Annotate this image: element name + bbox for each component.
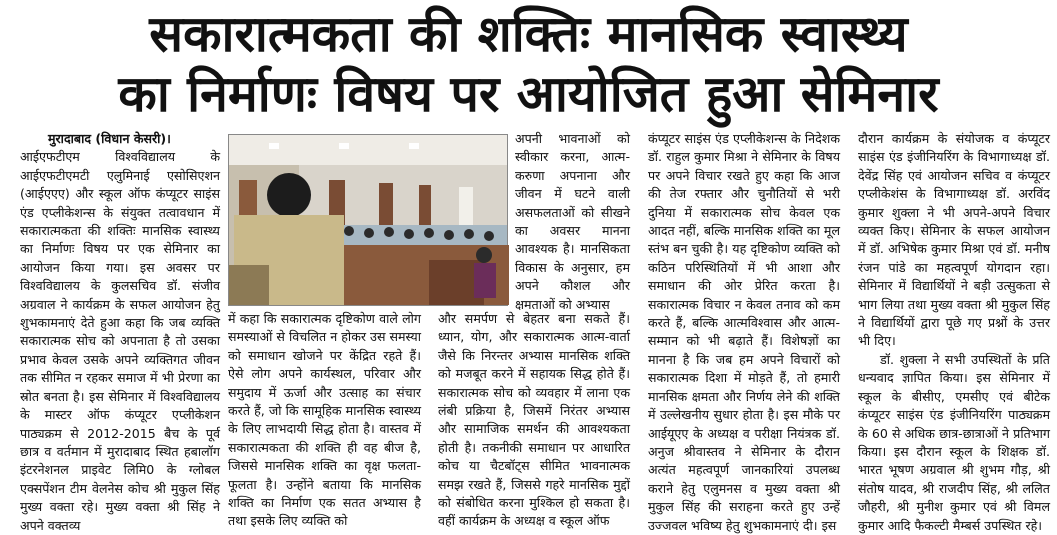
article-text-col3-top: अपनी भावनाओं को स्वीकार करना, आत्म-करुणा अपनाना और जीवन में घटने वाली असफलताओं को सीखने का अवसर मानना आवश्यक है। मानसिकता विकास के अनुसार, हम अपने कौशल और क्षमताओं को अभ्यास [515, 131, 630, 312]
seminar-photo [228, 134, 508, 306]
article-text-col2: में कहा कि सकारात्मक दृष्टिकोण वाले लोग समस्याओं से विचलित न होकर उस समस्या को समाधान खोजने पर केंद्रित रहते हैं। ऐसे लोग अपने कार्यस्थल, परिवार और समुदाय में ऊर्जा और उत्साह का संचार करते हैं, जो कि सामूहिक मानसिक स्वास्थ्य के लिए लाभदायी सिद्ध होता है। वास्तव में सकारात्मकता की शक्ति ही वह बीज है, जिससे मानसिक शक्ति का वृक्ष फलता-फूलता है। उन्होंने बताया कि मानसिक शक्ति का निर्माण एक सतत अभ्यास है तथा इसके लिए व्यक्ति को [228, 311, 421, 529]
article-text-col5-p2: डॉ. शुक्ला ने सभी उपस्थितों के प्रति धन्यवाद ज्ञापित किया। इस सेमिनार में स्कूल के बीसीए, एमसीए एवं बीटेक कंप्यूटर साइंस एंड इंजीनियरिंग पाठ्यक्रम के 60 से अधिक छात्र-छात्राओं ने प्रतिभाग किया। इस दौरान स्कूल के शिक्षक डॉ. भारत भूषण अग्रवाल श्री शुभम गौड़, श्री संतोष यादव, श्री राजदीप सिंह, श्री ललित जौहरी, श्री मुनीश कुमार एवं श्री विमल कुमार आदि फैकल्टी मैम्बर्स उपस्थित रहे। [858, 351, 1050, 533]
seminar-photo-image [229, 135, 507, 305]
article-text-col3-bottom: और समर्पण से बेहतर बना सकते हैं। ध्यान, योग, और सकारात्मक आत्म-वार्ता जैसे कि निरन्तर अभ्यास मानसिक शक्ति को मजबूत करने में सहायक सिद्ध होते हैं। सकारात्मक सोच को व्यवहार में लाना एक लंबी प्रक्रिया है, जिसमें निरंतर अभ्यास और सामाजिक समर्थन की आवश्यकता होती है। तकनीकी समाधान पर आधारित कोच या चैटबॉट्स सीमित भावनात्मक समझ रखते हैं, जिससे गहरे मानसिक मुद्दों को संबोधित करना मुश्किल हो सकता है। वहीं कार्यक्रम के अध्यक्ष व स्कूल ऑफ [438, 311, 630, 529]
headline-line-1: सकारात्मकता की शक्तिः मानसिक स्वास्थ्य [149, 5, 908, 63]
article-text-col1: आईएफटीएम विश्वविद्यालय के आईएफटीएमटी एलुमिनाई एसोसिएशन (आईएएए) और स्कूल ऑफ कंप्यूटर साइंस एंड एप्लीकेशन्स के संयुक्त तत्वावधान में सकारात्मकता की शक्तिः मानसिक स्वास्थ्य का निर्माणः विषय पर एक सेमिनार का आयोजन किया गया। इस अवसर पर विश्वविद्यालय के कुलसचिव डॉ. संजीव अग्रवाल ने कार्यक्रम के सफल आयोजन हेतु शुभकामनाएं देते हुआ कहा कि जब व्यक्ति सकारात्मक सोच को अपनाता है तो उसका प्रभाव केवल उसके अपने व्यक्तिगत जीवन तक सीमित न रहकर समाज में भी प्रेरणा का स्रोत बनता है। इस सेमिनार में विश्वविद्यालय के मास्टर ऑफ कंप्यूटर एप्लीकेशन पाठ्यक्रम से 2012-2015 बैच के पूर्व छात्र व वर्तमान में मुरादाबाद स्थित हबालॉग इंटरनेशनल प्राइवेट लिमि0 के ग्लोबल एक्सपेंशन टीम वेलनेस कोच श्री मुकुल सिंह मुख्य वक्ता रहे। मुख्य वक्ता श्री सिंह ने अपने वक्तव्य [20, 149, 220, 533]
article-column-1 [20, 130, 220, 533]
article-column-2 [228, 310, 421, 529]
headline-line-2: का निर्माणः विषय पर आयोजित हुआ सेमिनार [118, 65, 939, 123]
article-text-col5: दौरान कार्यक्रम के संयोजक व कंप्यूटर साइंस एंड इंजीनियरिंग के विभागाध्यक्ष डॉ. देवेंद्र सिंह एवं आयोजन सचिव व कंप्यूटर एप्लीकेशंस के विभागाध्यक्ष डॉ. अरविंद कुमार शुक्ला ने भी अपने-अपने विचार व्यक्त किए। सेमिनार के सफल आयोजन में डॉ. अभिषेक कुमार मिश्रा एवं डॉ. मनीष रंजन पांडे का महत्वपूर्ण योगदान रहा। सेमिनार में विद्यार्थियों ने बड़ी उत्सुकता से भाग लिया तथा मुख्य वक्ता श्री मुकुल सिंह ने विद्यार्थियों द्वारा पूछे गए प्रश्नों के उत्तर भी दिए। [858, 131, 1050, 349]
dateline: मुरादाबाद (विधान केसरी)। [48, 131, 171, 146]
article-column-5 [858, 130, 1050, 533]
article-column-3-bottom [438, 310, 630, 529]
article-text-col4: कंप्यूटर साइंस एंड एप्लीकेशन्स के निदेशक डॉ. राहुल कुमार मिश्रा ने सेमिनार के विषय पर अपने विचार रखते हुए कहा कि आज की तेज रफ्तार और चुनौतियों से भरी दुनिया में सकारात्मक सोच केवल एक आदत नहीं, बल्कि मानसिक शक्ति का मूल स्तंभ बन चुकी है। यह दृष्टिकोण व्यक्ति को कठिन परिस्थितियों में भी आशा और समाधान की ओर प्रेरित करता है। सकारात्मक विचार न केवल तनाव को कम करते हैं, बल्कि आत्मविश्वास और आत्म-सम्मान को भी बढ़ाते हैं। विशेषज्ञों का मानना है कि जब हम अपने विचारों को सकारात्मक दिशा में मोड़ते हैं, तो हमारी मानसिक क्षमता और निर्णय लेने की शक्ति में उल्लेखनीय सुधार होता है। इस मौके पर आईयूएए के अध्यक्ष व परीक्षा नियंत्रक डॉ. अनुज श्रीवास्तव ने सेमिनार के दौरान अत्यंत महत्वपूर्ण जानकारियां उपलब्ध कराने हेतु एलुमनस व मुख्य वक्ता श्री मुकुल सिंह की सराहना करते हुए उन्हें उज्जवल भविष्य हेतु शुभकामनाएं दी। इस [648, 131, 840, 533]
article-lower-block [228, 310, 630, 529]
article-column-4 [648, 130, 840, 533]
article-column-3-top [515, 130, 630, 310]
